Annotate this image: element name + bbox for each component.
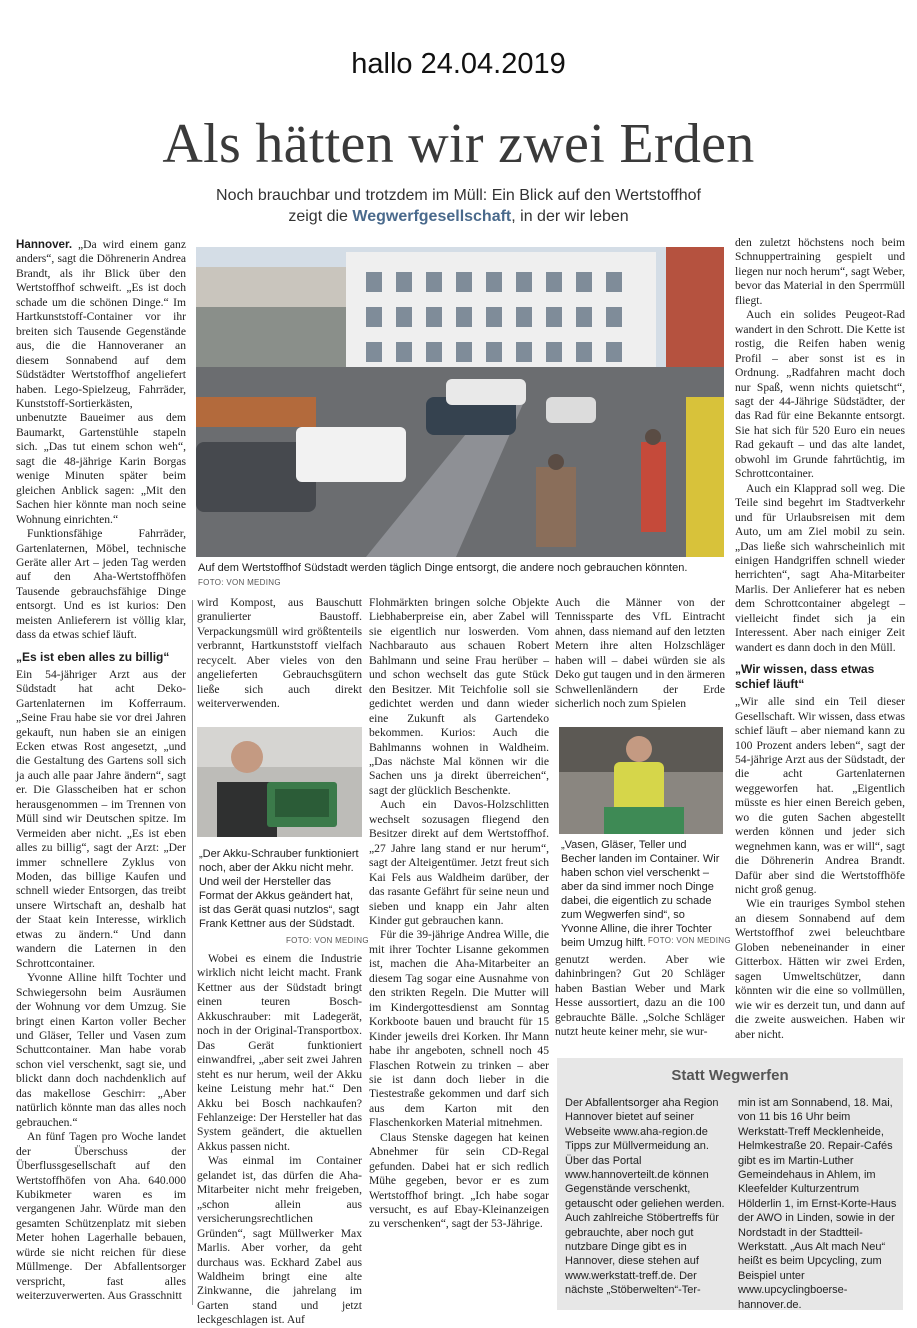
article-headline: Als hätten wir zwei Erden [162, 113, 755, 175]
col1-para-2: Funktionsfähige Fahrräder, Gartenlaternen, Möbel, technische Geräte aller Art – jeden Tag werden auf den Aha-Wertstoffhöfen Tausende gebrauchsfähige Dinge entsorgt. Und es ist kurios: Den meisten Anlieferern ist völlig klar, dass da etwas schief läuft. [16, 527, 186, 642]
col5-para-1: den zuletzt höchstens noch beim Schnuppertraining gespielt und liegen nur noch herum“, sagt Weber, bevor das Material in den Sperrmüll fliegt. [735, 236, 905, 307]
col2-para-2: Wobei es einem die Industrie wirklich nicht leicht macht. Frank Kettner aus der Südstadt bringt einen teuren Bosch-Akkuschrauber: mit Ladegerät, noch in der Original-Transportbox. Das Gerät funktioniert einwandfrei, „aber seit zwei Jahren steht es nur herum, weil der Akku keine Leistung mehr hat.“ Den Akku bei Bosch nachkaufen? Fehlanzeige: Der Hersteller hat das System geändert, die aktuellen Akkus passen nicht. [197, 952, 362, 1153]
col5-para-2: Auch ein solides Peugeot-Rad wandert in den Schrott. Die Kette ist rostig, die Reifen haben wenig Profil – aber sonst ist es in Ordnung. „Radfahren macht doch nur Spaß, wenn nichts quietscht“, sagt der 44-Jährige Südstädter, der das Rad für eine Bekannte entsorgt. Sie hat sich für 520 Euro ein neues Rad gekauft – und das alte landet, obwohl im Grunde fahrtüchtig, im Schrottcontainer. [735, 308, 905, 481]
alline-photo [559, 727, 723, 834]
col5-para-5: Wie ein trauriges Symbol stehen an diesem Sonnabend auf dem Wertstoffhof zwei beleuchtbare Globen nebeneinander in einer Gitterbox. Hätten wir zwei Erden, sagen Umweltschützer, dann könnten wir die eine so vollmüllen, wie wir es derzeit tun, und dann auf die zweite ausweichen. Haben wir aber nicht. [735, 897, 905, 1041]
col5-para-3: Auch ein Klapprad soll weg. Die Teile sind begehrt im Stadtverkehr und für Urlaubsreisen mit dem Auto, um am Ziel mobil zu sein. „Das ließe sich wahrscheinlich mit einigen Handgriffen schnell wieder herrichten“, sagt Aha-Mitarbeiter Marlis. Der Anlieferer hat es neben dem Schrottcontainer abgelegt – vielleicht findet sich ja ein Interessent. Aber nach einiger Zeit wandert es dann doch in den Müll. [735, 481, 905, 654]
col2-para-3: Was einmal im Container gelandet ist, das dürfen die Aha-Mitarbeiter nicht mehr freigeben, „schon allein aus versicherungsrechtlichen Gründen“, sagt Müllwerker Max Marlis. Aber vorher, da geht durchaus was. Eckhard Zabel aus Waldheim bringt eine alte Zinkwanne, die jahrelang im Garten stand und jetzt leckgeschlagen ist. Auf [197, 1154, 362, 1327]
col1-para-4: Yvonne Alline hilft Tochter und Schwiegersohn beim Ausräumen der Wohnung vor dem Umzug. Sie bringt einen Karton voller Becher und Gläser, Teller und Vasen zum Schuttcontainer. Man habe vorab schon viel verschenkt, sagt sie, und blickt dann doch nachdenklich auf das makellose Geschirr: „Aber natürlich könnte man das alles noch gebrauchen.“ [16, 971, 186, 1129]
handwritten-date-note: hallo 24.04.2019 [351, 48, 566, 80]
info-box-right-text: min ist am Sonnabend, 18. Mai, von 11 bis 16 Uhr beim Werkstatt-Treff Mecklenheide, Helmkestraße 20. Repair-Cafés gibt es im Martin-Luther Gemeindehaus in Ahlem, im Kleefelder Kulturzentrum Hölderlin 1, im Ernst-Korte-Haus der AWO in Linden, sowie in der Nordstadt in der Stadtteil-Werkstatt. „Aus Alt mach Neu“ heißt es beim Upcycling, zum Beispiel unter www.upcyclingboerse-hannover.de. [738, 1097, 897, 1311]
col1-para-3: Ein 54-jähriger Arzt aus der Südstadt hat acht Deko-Gartenlaternen im Kofferraum. „Seine Frau habe sie vor drei Jahren gekauft, nun haben sie an einigen Ecken etwas Rost angesetzt, „und die Gestaltung des Gartens soll sich ja auch alle paar Jahre ändern“, sagt er. Die Glasscheiben hat er schon herausgenommen – im Trennen von Müll sind wir Deutschen spitze. Im Vermeiden aber nicht. „Es ist eben alles zu billig“, sagt der Arzt: „Der immer schnellere Zyklus von Moden, das billige Kaufen und schnell wieder Entsorgen, das treibt unsere Wirtschaft an, deshalb hat der Staat kein Interesse, wirklich etwas zu ändern.“ Und dann wandern die Laternen in den Schrottcontainer. [16, 667, 186, 970]
subtitle-line-2 [0, 206, 917, 227]
column-1 [16, 238, 186, 1304]
col4-para-1: Auch die Männer von der Tennissparte des VfL Eintracht ahnen, dass niemand auf den letzten Metern ihre alten Holzschläger haben will – dabei würden sie als Deko gut taugen und in den ärmeren Schwellenländern der Erde sicherlich noch zum Spielen [555, 596, 725, 711]
col3-para-2: Auch ein Davos-Holzschlitten wechselt sozusagen fliegend den Besitzer direkt auf dem Wertstoffhof. „27 Jahre lang stand er nur herum“, sagt der Alteigentümer. Jetzt freut sich Kai Fels aus Waldheim darüber, der das rasante Gefährt für seine neun und sieben und knapp ein Jahr alten Kinder gut gebrauchen kann. [369, 798, 549, 927]
dateline: Hannover. [16, 238, 73, 251]
col2-para-1: wird Kompost, aus Bauschutt granulierter Baustoff. Verpackungsmüll wird größtenteils verbrannt, Hartkunststoff vielfach recycelt. Aber vieles von den angelieferten Gebrauchsgütern ließe sich auch direkt weiterverwenden. [197, 596, 362, 711]
column-2-lower [197, 952, 362, 1328]
article-subtitle [0, 185, 917, 227]
column-2 [197, 596, 362, 712]
info-box [557, 1058, 903, 1310]
info-box-left-text: Der Abfallentsorger aha Region Hannover bietet auf seiner Webseite www.aha-region.de Tipps zur Müllvermeidung an. Über das Portal www.hannoverteilt.de können Gegenstände verschenkt, getauscht oder geliehen werden. Auch zahlreiche Stöbertreffs für gebrauchte, aber noch gut nutzbare Dinge gibt es in Hannover, diese stehen auf www.werkstatt-treff.de. Der nächste „Stöberwelten“-Ter- [565, 1097, 725, 1297]
main-photo [196, 247, 724, 557]
info-box-title: Statt Wegwerfen [671, 1067, 789, 1084]
main-photo-credit: FOTO: VON MEDING [198, 578, 281, 587]
drill-credit: FOTO: VON MEDING [286, 936, 369, 945]
col5-subheading: „Wir wissen, dass etwas schief läuft“ [735, 662, 875, 692]
subtitle-line-2-start: zeigt die [288, 208, 353, 225]
col3-para-4: Claus Stenske dagegen hat keinen Abnehmer für sein CD-Regal gefunden. Dabei hat er sich redlich Mühe gegeben, bevor er es zum Wertstoffhof bringt. „Ich habe sogar versucht, es auf Ebay-Kleinanzeigen zu verschenken“, sagt der 53-Jährige. [369, 1130, 549, 1231]
col3-para-1: Flohmärkten bringen solche Objekte Liebhaberpreise ein, aber Zabel will sie eigentlich nur loswerden. Vom Nachbarauto aus schauen Robert Bahlmann und seine Frau herüber – und schon wechselt das gute Stück den Besitzer. Mit Teichfolie soll sie gedichtet werden und dann wieder eine Zukunft als Gartendeko bekommen. Kurios: Auch die Bahlmanns wohnen in Waldheim. „Das nächste Mal können wir die Sachen uns ja direkt überreichen“, sagt der glücklich Beschenkte. [369, 596, 549, 797]
subtitle-line-2-end: , in der wir leben [511, 208, 629, 225]
drill-photo [197, 727, 362, 837]
col1-para-1-text: „Da wird einem ganz anders“, sagt die Döhrenerin Andrea Brandt, als ihr Blick über den Wertstoffhof schweift. „Es ist doch schade um die schönen Dinge.“ Im Hartkunststoff-Container vor ihr breiten sich Tausende Gegenstände aus, die die Hannoveraner an diesem Sonnabend auf dem Südstädter Wertstoffhof angeliefert haben. Lego-Spielzeug, Fahrräder, Kunststoff-Sortierkästen, unbenutzte Baueimer aus dem Baumarkt, Gartenstühle stapeln sich. „Das tut einem schon weh“, sagt die 48-jährige Karin Borgas wenige Minuten später beim gleichen Anblick sagen: „Mit den Sachen hier könnte man noch seine Wohnung einrichten.“ [16, 238, 186, 526]
column-4-lower [555, 953, 725, 1040]
column-divider [192, 600, 193, 1305]
subtitle-highlight: Wegwerfgesellschaft [352, 208, 512, 225]
main-photo-caption: Auf dem Wertstoffhof Südstadt werden täglich Dinge entsorgt, die andere noch gebrauchen könnten. [198, 562, 688, 574]
column-5 [735, 236, 905, 1042]
drill-caption: „Der Akku-Schrauber funktioniert noch, aber der Akku nicht mehr. Und weil der Hersteller das Format der Akkus geändert hat, ist das Gerät quasi nutzlos“, sagt Frank Kettner aus der Südstadt. [199, 848, 360, 930]
col3-para-3: Für die 39-jährige Andrea Wille, die mit ihrer Tochter Lisanne gekommen ist, machen die Aha-Mitarbeiter an diesem Tag sogar eine Ausnahme von den strikten Regeln. Die Mutter will im Kindergottesdienst am Sonntag Korkboote bauen und braucht für 15 Kinder jeweils drei Korken. Ihr Mann habe ihr angeboten, schnell noch 45 Flaschen Rotwein zu trinken – aber sie ist dann doch lieber in die Tiestestraße gekommen und darf sich aus dem Karton mit den Flaschenkorken Material mitnehmen. [369, 928, 549, 1130]
column-3 [369, 596, 549, 1232]
column-4 [555, 596, 725, 712]
alline-credit: FOTO: VON MEDING [648, 936, 731, 945]
subtitle-line-1: Noch brauchbar und trotzdem im Müll: Ein Blick auf den Wertstoffhof [216, 187, 701, 204]
col5-para-4: „Wir alle sind ein Teil dieser Gesellschaft. Wir wissen, dass etwas schief läuft – aber niemand kann zu 100 Prozent anders leben“, sagt der 54-jährige Arzt aus der Südstadt, der die acht Gartenlaternen weggeworfen hat. „Eigentlich müsste es hier einen Bereich geben, wo die guten Sachen abgestellt werden können und jeder sich wegnehmen kann, was er will“, sagt die Döhrenerin Andrea Brandt. Dafür aber sind die Wertstoffhöfe nicht groß genug. [735, 695, 905, 897]
col1-para-1 [16, 238, 186, 527]
col1-para-5: An fünf Tagen pro Woche landet der Überschuss der Überflussgesellschaft auf den Wertstoffhöfen von Aha. 640.000 Kubikmeter waren es im vergangenen Jahr. Würde man den gesamten Schützenplatz mit sieben Meter hohen Lagerhalle bebauen, würde sie nicht reichen für diese Müllmenge. Der Abfallentsorger verspricht, fast alles weiterzuverwerten. Aus Grasschnitt [16, 1130, 186, 1303]
col4-para-2: genutzt werden. Aber wie dahinbringen? Gut 20 Schläger haben Bastian Weber und Mark Hesse aussortiert, dazu an die 100 gebrauchte Bälle. „Solche Schläger nutzt heute keiner mehr, sie wur- [555, 953, 725, 1039]
alline-caption: „Vasen, Gläser, Teller und Becher landen im Container. Wir haben schon viel verschenkt – aber da sind immer noch Dinge dabei, die eigentlich zu schade zum Wegwerfen sind“, so Yvonne Alline, die ihrer Tochter beim Umzug hilft. [561, 839, 720, 949]
col1-subheading: „Es ist eben alles zu billig“ [16, 649, 170, 664]
